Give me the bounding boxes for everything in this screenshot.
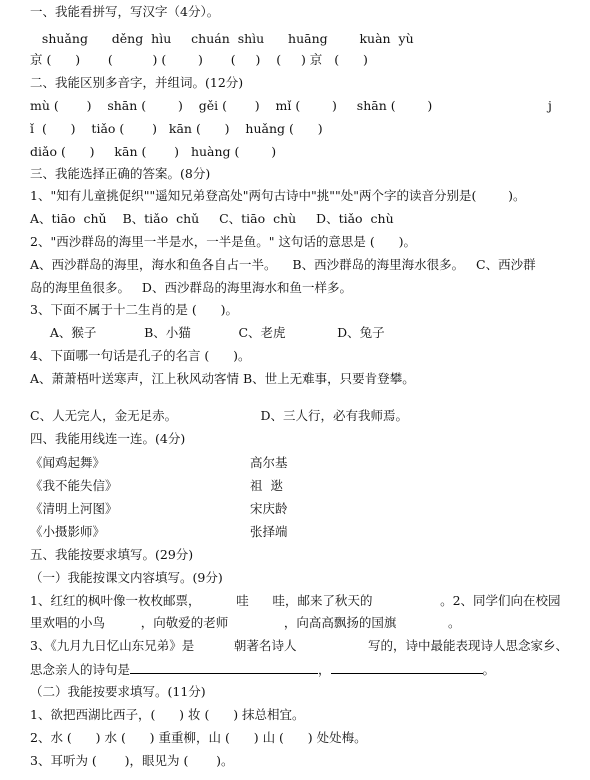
section-1-title: 一、我能看拼写，写汉字（4分）。: [30, 4, 220, 19]
fill-line-1: 1、红红的枫叶像一枚枚邮票， 哇 哇，邮来了秋天的 。2、同学们向在校园: [30, 593, 561, 608]
fill-line-4-comma: ，: [318, 662, 331, 677]
match-book-1: 《闻鸡起舞》: [30, 455, 106, 470]
fill-line-4-period: 。: [482, 662, 496, 677]
match-book-3: 《清明上河图》: [30, 501, 118, 516]
question-4-option-a: A、萧萧梧叶送寒声，江上秋风动客情 B、世上无难事，只要肯登攀。: [30, 371, 415, 386]
fill-poem-1: 1、欲把西湖比西子，( ) 妆 ( ) 抹总相宜。: [30, 707, 305, 722]
match-book-4: 《小摄影师》: [30, 524, 106, 539]
polyphone-row-2: ǐ ( ) tiǎo ( ) kān ( ) huǎng ( ): [30, 121, 323, 136]
section-5-title: 五、我能按要求填写。(29分): [30, 547, 194, 562]
question-3-options: A、猴子 B、小猫 C、老虎 D、兔子: [30, 325, 385, 340]
match-person-4: 张择端: [250, 524, 288, 539]
polyphone-row-1: mù ( ) shān ( ) gěi ( ) mǐ ( ) shān ( ): [30, 98, 433, 113]
question-3: 3、下面不属于十二生肖的是 ( )。: [30, 302, 239, 317]
section-3-title: 三、我能选择正确的答案。(8分): [30, 166, 211, 181]
question-2: 2、"西沙群岛的海里一半是水，一半是鱼。" 这句话的意思是 ( )。: [30, 234, 416, 249]
fill-idiom-3: 3、耳听为 ( )，眼见为 ( )。: [30, 753, 234, 768]
question-1-options: A、tiāo chǔ B、tiǎo chǔ C、tiāo chù D、tiǎo chù: [30, 211, 394, 226]
answer-underline-1[interactable]: [130, 661, 318, 674]
fill-line-3: 3、《九月九日忆山东兄弟》是 朝著名诗人 写的，诗中最能表现诗人思念家乡、: [30, 638, 568, 653]
question-2-options-a: A、西沙群岛的海里，海水和鱼各自占一半。 B、西沙群岛的海里海水很多。 C、西沙群: [30, 257, 536, 272]
match-person-3: 宋庆龄: [250, 501, 288, 516]
pinyin-row: shuǎng děng hìu chuán shìu huāng kuàn yù: [30, 31, 414, 46]
section-4-title: 四、我能用线连一连。(4分): [30, 431, 186, 446]
section-2-title: 二、我能区别多音字，并组词。(12分): [30, 75, 244, 90]
question-1: 1、"知有儿童挑促织""遥知兄弟登高处"两句古诗中"挑""处"两个字的读音分别是( )。: [30, 188, 526, 203]
polyphone-row-3: diǎo ( ) kān ( ) huàng ( ): [30, 144, 277, 159]
section-5-part-2-title: （二）我能按要求填写。(11分): [30, 684, 206, 699]
answer-underline-2[interactable]: [331, 661, 483, 674]
answer-blanks-row: 京 ( ) ( ) ( ) ( ) ( ) 京 ( ): [30, 52, 368, 67]
match-book-2: 《我不能失信》: [30, 478, 118, 493]
section-5-part-1-title: （一）我能按课文内容填写。(9分): [30, 570, 223, 585]
question-2-options-b: 岛的海里鱼很多。 D、西沙群岛的海里海水和鱼一样多。: [30, 280, 352, 295]
fill-line-4: [30, 661, 495, 678]
fill-line-4-text: 思念亲人的诗句是: [30, 662, 131, 677]
question-4: 4、下面哪一句话是孔子的名言 ( )。: [30, 348, 251, 363]
match-person-2: 祖 逖: [250, 478, 283, 493]
fill-line-2: 里欢唱的小鸟 ，向敬爱的老师 ，向高高飘扬的国旗 。: [30, 615, 461, 630]
question-4-option-b: C、人无完人，金无足赤。 D、三人行，必有我师焉。: [30, 408, 409, 423]
match-person-1: 高尔基: [250, 455, 288, 470]
fill-poem-2: 2、水 ( ) 水 ( ) 重重柳，山 ( ) 山 ( ) 处处梅。: [30, 730, 367, 745]
polyphone-row-1-tail: j: [548, 98, 552, 113]
